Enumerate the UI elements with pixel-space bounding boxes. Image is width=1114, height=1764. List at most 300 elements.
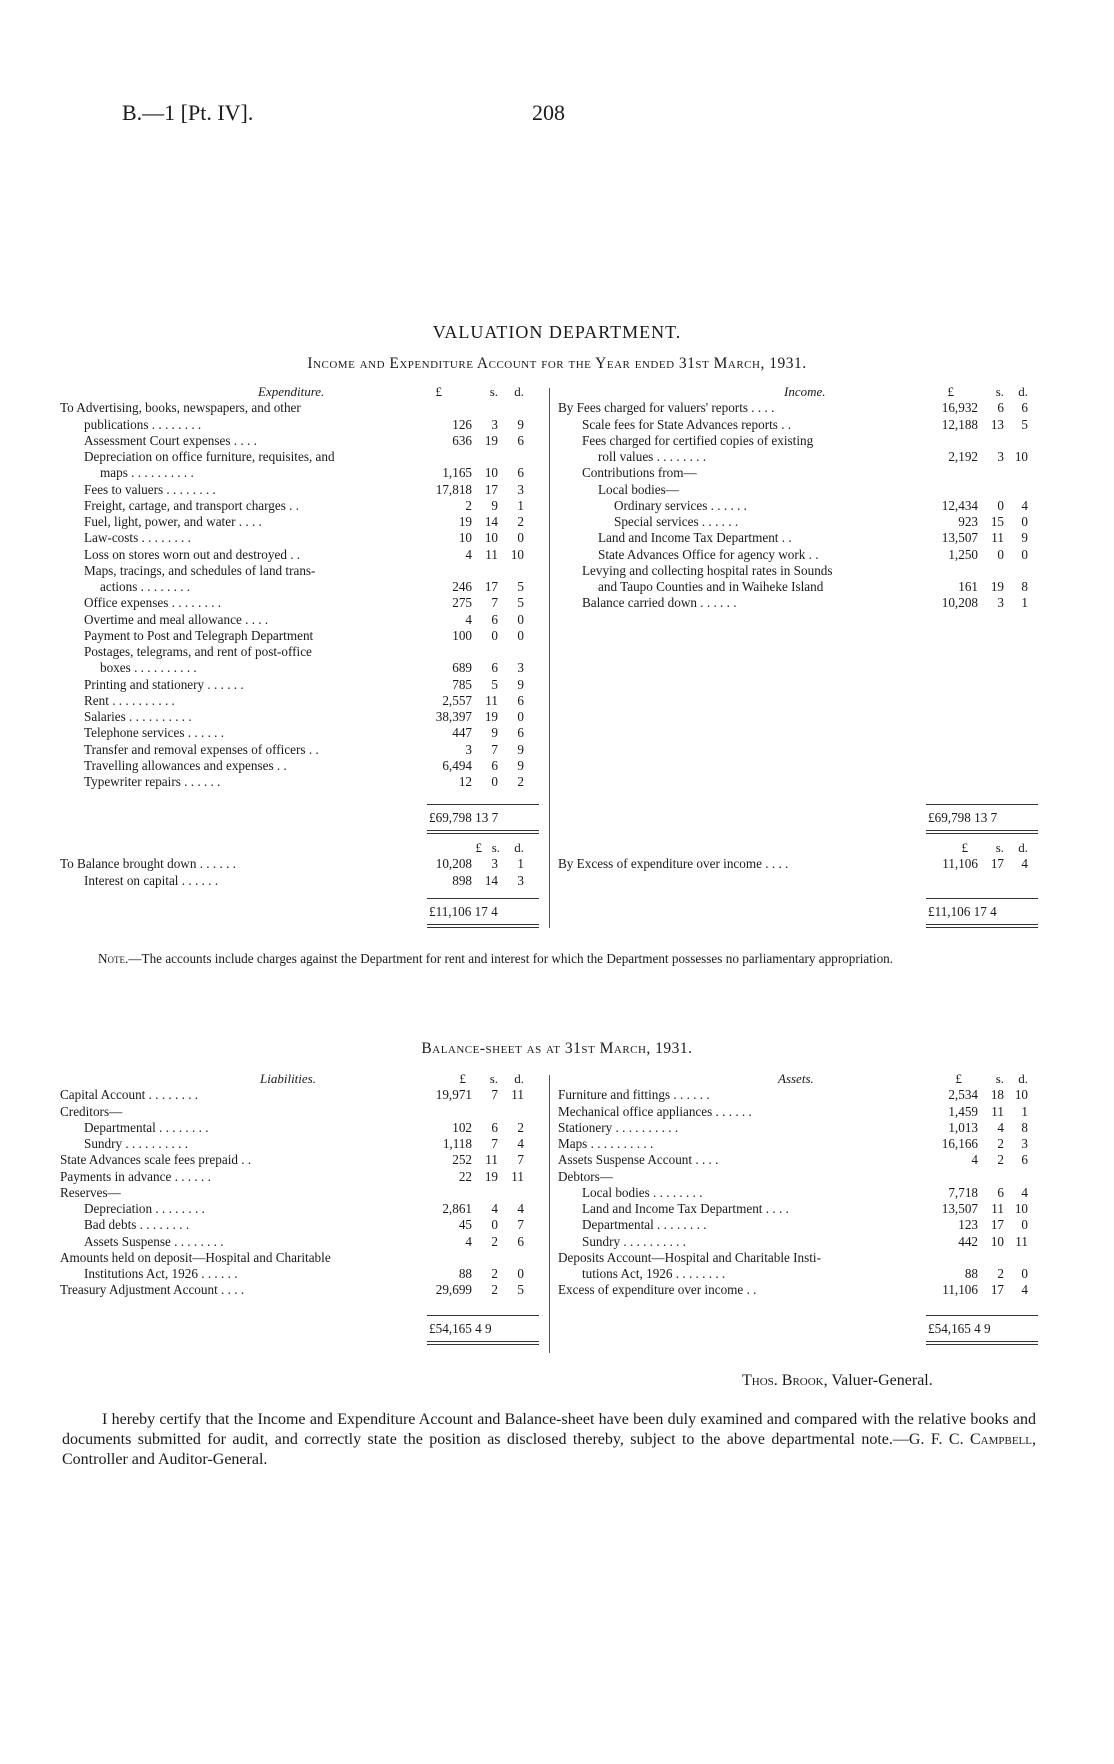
pence-amount: 4 xyxy=(517,1201,524,1216)
shilling-amount: 11 xyxy=(485,546,498,562)
shilling-header: s. xyxy=(995,840,1004,855)
income-title: Income. xyxy=(784,384,826,399)
pence-amount: 4 xyxy=(1021,856,1028,872)
shilling-amount: 10 xyxy=(484,465,498,481)
pound-amount: 1,459 xyxy=(948,1103,978,1119)
shilling-amount: 6 xyxy=(491,660,498,676)
row-label: Assessment Court expenses . . . . xyxy=(84,432,257,448)
ledger-row xyxy=(558,1169,1038,1185)
ledger-row xyxy=(60,1201,540,1217)
pound-amount: 785 xyxy=(452,676,472,692)
total-double-rule xyxy=(427,924,539,928)
row-label: Payments in advance . . . . . . xyxy=(60,1168,211,1184)
ledger-row xyxy=(558,417,1038,433)
ledger-row xyxy=(558,1282,1038,1298)
shilling-amount: 19 xyxy=(484,1168,498,1184)
assets-total: £54,165 4 9 xyxy=(928,1321,991,1336)
expenditure-rows xyxy=(60,400,540,790)
pound-amount: 246 xyxy=(452,579,472,594)
ledger-row xyxy=(60,774,540,790)
shilling-amount: 2 xyxy=(491,1266,498,1281)
ledger-row xyxy=(60,514,540,530)
ledger-row xyxy=(60,563,540,579)
balance-left-rows xyxy=(60,856,540,889)
ledger-row xyxy=(60,579,540,595)
pound-amount: 10,208 xyxy=(941,595,978,611)
row-label: Assets Suspense Account . . . . xyxy=(558,1152,719,1168)
shilling-amount: 17 xyxy=(990,1282,1004,1298)
row-label: Maps, tracings, and schedules of land trans- xyxy=(84,562,316,578)
pound-amount: 88 xyxy=(458,1266,472,1281)
ledger-row xyxy=(60,660,540,676)
pence-amount: 1 xyxy=(1021,595,1028,611)
row-label: Fees to valuers . . . . . . . . xyxy=(84,481,216,497)
pound-amount: 442 xyxy=(958,1233,978,1249)
pound-amount: 275 xyxy=(452,595,472,611)
pence-amount: 7 xyxy=(517,1217,524,1233)
total-double-rule xyxy=(427,830,539,834)
balance-right-column xyxy=(558,840,1038,873)
row-label: Sundry . . . . . . . . . . xyxy=(84,1136,189,1151)
ledger-row xyxy=(60,644,540,660)
ledger-row xyxy=(558,433,1038,449)
pound-amount: 1,013 xyxy=(948,1119,978,1135)
ledger-row xyxy=(558,1152,1038,1168)
row-label: Furniture and fittings . . . . . . xyxy=(558,1087,710,1103)
ledger-row xyxy=(60,1266,540,1282)
pound-amount: 19,971 xyxy=(435,1087,472,1103)
shilling-amount: 0 xyxy=(491,627,498,643)
ledger-row xyxy=(60,1234,540,1250)
shilling-amount: 6 xyxy=(997,1184,1004,1200)
pound-header: £ xyxy=(475,840,482,855)
row-label: Overtime and meal allowance . . . . xyxy=(84,611,269,627)
accounts-note xyxy=(62,950,1042,967)
shilling-amount: 2 xyxy=(491,1233,498,1249)
pence-amount: 6 xyxy=(517,1233,524,1249)
total-rule xyxy=(926,898,1038,899)
row-label: Fuel, light, power, and water . . . . xyxy=(84,514,262,529)
ledger-row xyxy=(558,547,1038,563)
certificate-text: I hereby certify that the Income and Expenditure Account and Balance-sheet have been duly examined and compared with the relative books and documents submitted for audit, and correctly state the position as disclosed thereby, subject to the above departmental note.—G. F. C. xyxy=(62,1411,1036,1448)
shilling-amount: 17 xyxy=(990,1217,1004,1233)
shilling-amount: 4 xyxy=(491,1201,498,1216)
row-label: Reserves— xyxy=(60,1184,121,1200)
shilling-amount: 9 xyxy=(491,497,498,513)
shilling-header: s. xyxy=(489,1071,498,1086)
balance-sheet-title: Balance-sheet as at 31st March, 1931. xyxy=(421,1040,693,1057)
pence-amount: 8 xyxy=(1021,1119,1028,1135)
ledger-row xyxy=(60,449,540,465)
total-rule xyxy=(926,1315,1038,1316)
row-label: Land and Income Tax Department . . xyxy=(598,530,792,546)
row-label: Debtors— xyxy=(558,1168,613,1184)
shilling-amount: 7 xyxy=(491,741,498,757)
row-label: maps . . . . . . . . . . xyxy=(100,465,194,481)
income-expenditure-title: Income and Expenditure Account for the Year ended 31st March, 1931. xyxy=(307,355,807,372)
row-label: To Balance brought down . . . . . . xyxy=(60,856,236,872)
ledger-row xyxy=(60,677,540,693)
ledger-row xyxy=(60,1120,540,1136)
pound-amount: 38,397 xyxy=(435,709,472,724)
pence-amount: 5 xyxy=(1021,416,1028,432)
pound-amount: 123 xyxy=(958,1217,978,1233)
ledger-row xyxy=(558,465,1038,481)
note-label: Note. xyxy=(98,951,129,966)
ledger-row xyxy=(60,465,540,481)
ledger-row xyxy=(558,449,1038,465)
shilling-amount: 10 xyxy=(990,1233,1004,1249)
pound-amount: 161 xyxy=(958,579,978,594)
pence-amount: 0 xyxy=(517,611,524,627)
pence-header: d. xyxy=(1018,1071,1028,1086)
shilling-amount: 6 xyxy=(997,400,1004,416)
ledger-row xyxy=(60,1104,540,1120)
ledger-row xyxy=(60,1282,540,1298)
pence-amount: 1 xyxy=(517,497,524,513)
row-label: and Taupo Counties and in Waiheke Island xyxy=(598,579,824,594)
signatory-name: Thos. Brook xyxy=(742,1372,824,1389)
ledger-row xyxy=(558,530,1038,546)
pence-amount: 9 xyxy=(517,741,524,757)
pound-amount: 4 xyxy=(465,1233,472,1249)
pence-amount: 6 xyxy=(517,692,524,708)
ledger-row xyxy=(60,1185,540,1201)
row-label: Depreciation on office furniture, requisites, and xyxy=(84,449,335,464)
row-label: State Advances scale fees prepaid . . xyxy=(60,1152,252,1168)
pound-header: £ xyxy=(947,384,954,399)
shilling-amount: 2 xyxy=(997,1266,1004,1281)
shilling-amount: 7 xyxy=(491,1087,498,1103)
row-label: Transfer and removal expenses of officers . . xyxy=(84,741,319,757)
auditor-title: , Controller and Auditor-General. xyxy=(62,1431,1036,1468)
pence-header: d. xyxy=(1018,840,1028,855)
row-label: By Fees charged for valuers' reports . . . . xyxy=(558,400,775,416)
pound-amount: 923 xyxy=(958,514,978,529)
pound-amount: 11,106 xyxy=(942,856,978,872)
liabilities-column xyxy=(60,1071,540,1299)
row-label: Printing and stationery . . . . . . xyxy=(84,676,244,692)
pound-amount: 636 xyxy=(452,432,472,448)
pence-amount: 5 xyxy=(517,1282,524,1298)
pound-amount: 252 xyxy=(452,1152,472,1168)
row-label: Telephone services . . . . . . xyxy=(84,725,225,741)
ledger-row xyxy=(558,1217,1038,1233)
ledger-row xyxy=(60,1087,540,1103)
income-column xyxy=(558,384,1038,612)
audit-certificate xyxy=(62,1410,1036,1470)
shilling-amount: 11 xyxy=(991,530,1004,546)
pence-amount: 1 xyxy=(517,856,524,872)
shilling-amount: 2 xyxy=(997,1136,1004,1151)
row-label: Ordinary services . . . . . . xyxy=(614,497,747,513)
pound-amount: 100 xyxy=(452,627,472,643)
pence-amount: 6 xyxy=(517,465,524,481)
shilling-amount: 14 xyxy=(484,872,498,888)
pence-amount: 4 xyxy=(1021,497,1028,513)
balance-right-total: £11,106 17 4 xyxy=(928,904,997,919)
row-label: Loss on stores worn out and destroyed . . xyxy=(84,546,301,562)
row-label: Typewriter repairs . . . . . . xyxy=(84,774,221,789)
pence-amount: 9 xyxy=(517,416,524,432)
ledger-row xyxy=(60,530,540,546)
row-label: Travelling allowances and expenses . . xyxy=(84,757,287,773)
row-label: boxes . . . . . . . . . . xyxy=(100,660,197,676)
shilling-amount: 13 xyxy=(990,416,1004,432)
row-label: Creditors— xyxy=(60,1103,123,1119)
row-label: Postages, telegrams, and rent of post-office xyxy=(84,644,312,659)
row-label: Levying and collecting hospital rates in Sounds xyxy=(582,562,833,578)
pence-amount: 2 xyxy=(517,774,524,789)
pence-header: d. xyxy=(514,840,524,855)
row-label: Fees charged for certified copies of existing xyxy=(582,432,814,448)
row-label: Capital Account . . . . . . . . xyxy=(60,1087,199,1103)
ledger-row xyxy=(558,1250,1038,1266)
shilling-amount: 7 xyxy=(491,595,498,611)
pound-amount: 29,699 xyxy=(435,1282,472,1298)
pound-amount: 11,106 xyxy=(942,1282,978,1298)
pound-header: £ xyxy=(955,1071,962,1086)
expenditure-column xyxy=(60,384,540,790)
ledger-row xyxy=(60,693,540,709)
pound-amount: 4 xyxy=(971,1152,978,1168)
ledger-row xyxy=(60,433,540,449)
pence-amount: 0 xyxy=(1021,546,1028,562)
pence-amount: 2 xyxy=(517,1119,524,1135)
pence-amount: 4 xyxy=(1021,1184,1028,1200)
shilling-amount: 7 xyxy=(491,1136,498,1151)
row-label: State Advances Office for agency work . . xyxy=(598,546,819,562)
pound-amount: 1,165 xyxy=(442,465,472,481)
pence-amount: 3 xyxy=(1021,1136,1028,1151)
pence-amount: 0 xyxy=(1021,1266,1028,1281)
ledger-row xyxy=(60,873,540,889)
shilling-header: s. xyxy=(995,1071,1004,1086)
balance-left-total: £11,106 17 4 xyxy=(429,904,498,919)
auditor-name: Campbell xyxy=(969,1431,1032,1448)
pound-amount: 12,434 xyxy=(941,497,978,513)
ledger-row xyxy=(558,400,1038,416)
pence-amount: 6 xyxy=(517,432,524,448)
row-label: Local bodies— xyxy=(598,481,679,497)
ledger-row xyxy=(60,1217,540,1233)
shilling-amount: 0 xyxy=(491,1217,498,1233)
row-label: Institutions Act, 1926 . . . . . . xyxy=(84,1266,238,1281)
row-label: Sundry . . . . . . . . . . xyxy=(582,1233,687,1249)
pound-amount: 3 xyxy=(465,741,472,757)
shilling-amount: 17 xyxy=(990,856,1004,872)
pence-amount: 0 xyxy=(517,709,524,724)
ledger-row xyxy=(558,579,1038,595)
pence-amount: 2 xyxy=(517,514,524,529)
pound-amount: 4 xyxy=(465,546,472,562)
pence-amount: 0 xyxy=(517,530,524,546)
row-label: Treasury Adjustment Account . . . . xyxy=(60,1282,245,1298)
shilling-amount: 3 xyxy=(491,856,498,872)
pence-amount: 9 xyxy=(1021,530,1028,546)
expenditure-header-row xyxy=(60,384,540,400)
pound-header: £ xyxy=(459,1071,466,1086)
pence-amount: 0 xyxy=(517,1266,524,1281)
row-label: Interest on capital . . . . . . xyxy=(84,872,219,888)
pound-amount: 10,208 xyxy=(435,856,472,872)
ledger-row xyxy=(60,742,540,758)
ledger-row xyxy=(558,563,1038,579)
shilling-header: s. xyxy=(489,384,498,399)
ledger-row xyxy=(60,628,540,644)
ledger-row xyxy=(60,1169,540,1185)
pence-amount: 4 xyxy=(1021,1282,1028,1298)
pence-amount: 9 xyxy=(517,676,524,692)
row-label: Office expenses . . . . . . . . xyxy=(84,595,222,611)
row-label: Depreciation . . . . . . . . xyxy=(84,1201,205,1216)
pence-amount: 6 xyxy=(1021,1152,1028,1168)
assets-header-row xyxy=(558,1071,1038,1087)
shilling-header: s. xyxy=(995,384,1004,399)
pence-amount: 11 xyxy=(511,1087,524,1103)
total-rule xyxy=(427,1315,539,1316)
pound-amount: 2 xyxy=(465,497,472,513)
total-double-rule xyxy=(926,1341,1038,1345)
pound-amount: 689 xyxy=(452,660,472,676)
shilling-amount: 19 xyxy=(484,709,498,724)
assets-title: Assets. xyxy=(778,1071,814,1086)
pence-amount: 6 xyxy=(517,725,524,741)
row-label: Deposits Account—Hospital and Charitable Insti- xyxy=(558,1249,821,1265)
ledger-row xyxy=(60,498,540,514)
pound-amount: 1,118 xyxy=(442,1136,472,1151)
row-label: By Excess of expenditure over income . . . . xyxy=(558,856,789,872)
total-rule xyxy=(926,804,1038,805)
pence-amount: 11 xyxy=(511,1168,524,1184)
pence-amount: 6 xyxy=(1021,400,1028,416)
ledger-row xyxy=(60,856,540,872)
ledger-row xyxy=(60,1250,540,1266)
shilling-amount: 0 xyxy=(997,497,1004,513)
ledger-row xyxy=(558,514,1038,530)
shilling-amount: 15 xyxy=(990,514,1004,529)
row-label: Freight, cartage, and transport charges . . xyxy=(84,497,300,513)
row-label: Maps . . . . . . . . . . xyxy=(558,1136,654,1151)
row-label: roll values . . . . . . . . xyxy=(598,449,707,464)
pence-amount: 8 xyxy=(1021,579,1028,594)
liabilities-header-row xyxy=(60,1071,540,1087)
department-title: VALUATION DEPARTMENT. xyxy=(432,322,682,342)
ledger-row xyxy=(558,1234,1038,1250)
shilling-amount: 11 xyxy=(485,1152,498,1168)
pence-amount: 10 xyxy=(510,546,524,562)
ledger-row xyxy=(60,1136,540,1152)
shilling-amount: 14 xyxy=(484,514,498,529)
total-double-rule xyxy=(427,1341,539,1345)
shilling-amount: 17 xyxy=(484,481,498,497)
note-text: —The accounts include charges against the Department for rent and interest for which the Department possesses no parliamentary appropriation. xyxy=(128,951,894,966)
shilling-amount: 3 xyxy=(491,416,498,432)
pence-header: d. xyxy=(514,384,524,399)
pound-amount: 13,507 xyxy=(941,530,978,546)
row-label: Salaries . . . . . . . . . . xyxy=(84,709,192,724)
shilling-amount: 6 xyxy=(491,757,498,773)
pence-amount: 10 xyxy=(1014,449,1028,464)
shilling-amount: 0 xyxy=(491,774,498,789)
pence-header: d. xyxy=(514,1071,524,1086)
row-label: tutions Act, 1926 . . . . . . . . xyxy=(582,1266,726,1281)
pence-amount: 3 xyxy=(517,872,524,888)
shilling-amount: 2 xyxy=(997,1152,1004,1168)
total-rule xyxy=(427,898,539,899)
pound-amount: 2,192 xyxy=(948,449,978,464)
ledger-row xyxy=(60,400,540,416)
pound-header: £ xyxy=(435,384,442,399)
shilling-amount: 17 xyxy=(484,579,498,594)
row-label: Excess of expenditure over income . . xyxy=(558,1282,757,1298)
ledger-row xyxy=(60,547,540,563)
pound-amount: 10 xyxy=(458,530,472,546)
ledger-row xyxy=(60,709,540,725)
pound-amount: 12 xyxy=(458,774,472,789)
pound-amount: 88 xyxy=(964,1266,978,1281)
shilling-amount: 4 xyxy=(997,1119,1004,1135)
balance-left-header xyxy=(60,840,540,856)
row-label: Amounts held on deposit—Hospital and Charitable xyxy=(60,1249,331,1265)
ledger-row xyxy=(60,758,540,774)
pound-amount: 4 xyxy=(465,611,472,627)
shilling-amount: 5 xyxy=(491,676,498,692)
income-rows xyxy=(558,400,1038,611)
ledger-row xyxy=(60,725,540,741)
row-label: To Advertising, books, newspapers, and other xyxy=(60,400,301,416)
pence-amount: 0 xyxy=(517,627,524,643)
pound-amount: 898 xyxy=(452,872,472,888)
row-label: Local bodies . . . . . . . . xyxy=(582,1184,703,1200)
total-rule xyxy=(427,804,539,805)
pound-amount: 6,494 xyxy=(442,757,472,773)
column-divider xyxy=(549,1075,550,1353)
shilling-amount: 11 xyxy=(991,1103,1004,1119)
row-label: Land and Income Tax Department . . . . xyxy=(582,1201,789,1216)
liabilities-title: Liabilities. xyxy=(260,1071,316,1086)
row-label: Mechanical office appliances . . . . . . xyxy=(558,1103,752,1119)
pound-amount: 22 xyxy=(458,1168,472,1184)
pence-amount: 0 xyxy=(1021,514,1028,529)
assets-rows xyxy=(558,1087,1038,1298)
shilling-amount: 6 xyxy=(491,611,498,627)
pence-amount: 10 xyxy=(1014,1201,1028,1216)
shilling-amount: 18 xyxy=(990,1087,1004,1103)
row-label: Payment to Post and Telegraph Department xyxy=(84,627,314,643)
ledger-row xyxy=(558,1087,1038,1103)
pound-header: £ xyxy=(961,840,968,855)
ledger-row xyxy=(558,1104,1038,1120)
ledger-row xyxy=(60,595,540,611)
document-reference: B.—1 [Pt. IV]. xyxy=(122,100,254,125)
shilling-amount: 10 xyxy=(484,530,498,546)
ledger-row xyxy=(558,1185,1038,1201)
ledger-row xyxy=(60,1152,540,1168)
pound-amount: 2,534 xyxy=(948,1087,978,1103)
pound-amount: 45 xyxy=(458,1217,472,1233)
pound-amount: 1,250 xyxy=(948,546,978,562)
row-label: Balance carried down . . . . . . xyxy=(582,595,737,611)
shilling-amount: 3 xyxy=(997,449,1004,464)
income-header-row xyxy=(558,384,1038,400)
page-number: 208 xyxy=(532,100,565,125)
balance-right-header xyxy=(558,840,1038,856)
pound-amount: 2,557 xyxy=(442,692,472,708)
total-double-rule xyxy=(926,924,1038,928)
pound-amount: 102 xyxy=(452,1119,472,1135)
pence-amount: 3 xyxy=(517,481,524,497)
